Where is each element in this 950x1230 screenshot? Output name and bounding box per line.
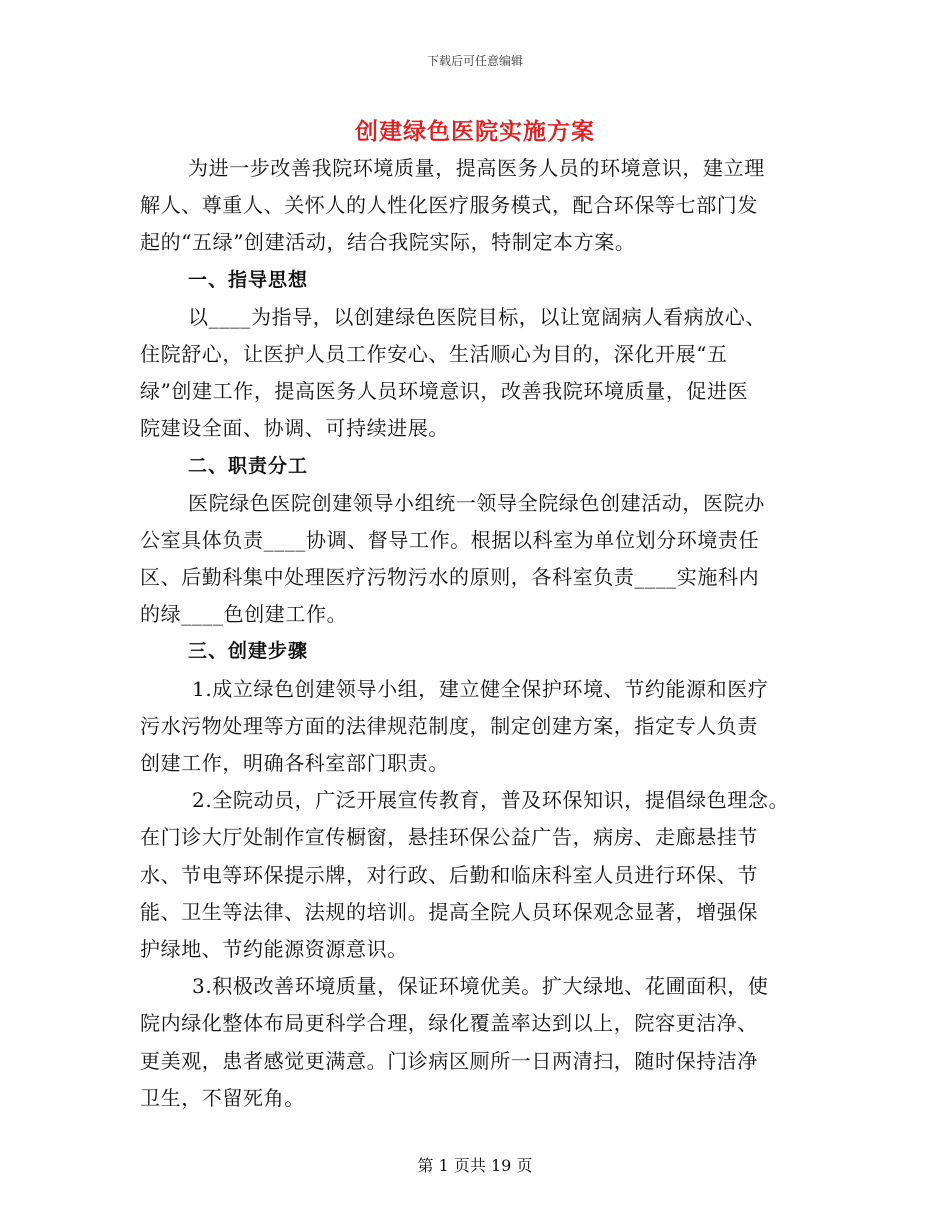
- text-line: 污水污物处理等方面的法律规范制度，制定创建方案，指定专人负责: [140, 713, 758, 738]
- text-line: 公室具体负责____协调、督导工作。根据以科室为单位划分环境责任: [140, 527, 760, 552]
- section-heading: 一、指导思想: [188, 268, 309, 291]
- text-line: 为进一步改善我院环境质量，提高医务人员的环境意识，建立理: [188, 156, 765, 180]
- text-line: 在门诊大厅处制作宣传橱窗，悬挂环保公益广告，病房、走廊悬挂节: [140, 825, 758, 850]
- text-line: 医院绿色医院创建领导小组统一领导全院绿色创建活动，医院办: [188, 490, 765, 515]
- text-line: 更美观，患者感觉更满意。门诊病区厕所一日两清扫，随时保持洁净: [140, 1048, 758, 1073]
- text-line: 起的“五绿”创建活动，结合我院实际，特制定本方案。: [140, 230, 636, 255]
- text-line: 院建设全面、协调、可持续进展。: [140, 416, 449, 441]
- text-line: 卫生，不留死角。: [140, 1085, 305, 1110]
- text-line: 水、节电等环保提示牌，对行政、后勤和临床科室人员进行环保、节: [140, 862, 758, 887]
- page-header: 下载后可任意编辑: [426, 54, 523, 68]
- text-line: 院内绿化整体布局更科学合理，绿化覆盖率达到以上，院容更洁净、: [140, 1011, 758, 1036]
- text-line: 解人、尊重人、关怀人的人性化医疗服务模式，配合环保等七部门发: [140, 193, 758, 218]
- text-line: 1.成立绿色创建领导小组，建立健全保护环境、节约能源和医疗: [192, 676, 769, 701]
- text-line: 住院舒心，让医护人员工作安心、生活顺心为目的，深化开展“五: [140, 341, 728, 366]
- text-line: 能、卫生等法律、法规的培训。提高全院人员环保观念显著，增强保: [140, 899, 758, 924]
- section-heading: 三、创建步骤: [188, 640, 309, 663]
- text-line: 以____为指导，以创建绿色医院目标，以让宽阔病人看病放心、: [188, 304, 766, 329]
- text-line: 创建工作，明确各科室部门职责。: [140, 751, 449, 775]
- section-heading: 二、职责分工: [188, 454, 309, 477]
- text-line: 区、后勤科集中处理医疗污物污水的原则，各科室负责____实施科内: [140, 565, 760, 590]
- text-line: 绿”创建工作，提高医务人员环境意识，改善我院环境质量，促进医: [140, 379, 749, 404]
- text-line: 2.全院动员，广泛开展宣传教育，普及环保知识，提倡绿色理念。: [192, 788, 790, 813]
- text-line: 护绿地、节约能源资源意识。: [140, 936, 408, 961]
- document-title: 创建绿色医院实施方案: [355, 118, 595, 145]
- text-line: 的绿____色创建工作。: [140, 602, 348, 627]
- text-line: 3.积极改善环境质量，保证环境优美。扩大绿地、花圃面积，使: [192, 974, 769, 999]
- document-body: [140, 150, 820, 1117]
- page-footer: 第 1 页共 19 页: [417, 1156, 533, 1175]
